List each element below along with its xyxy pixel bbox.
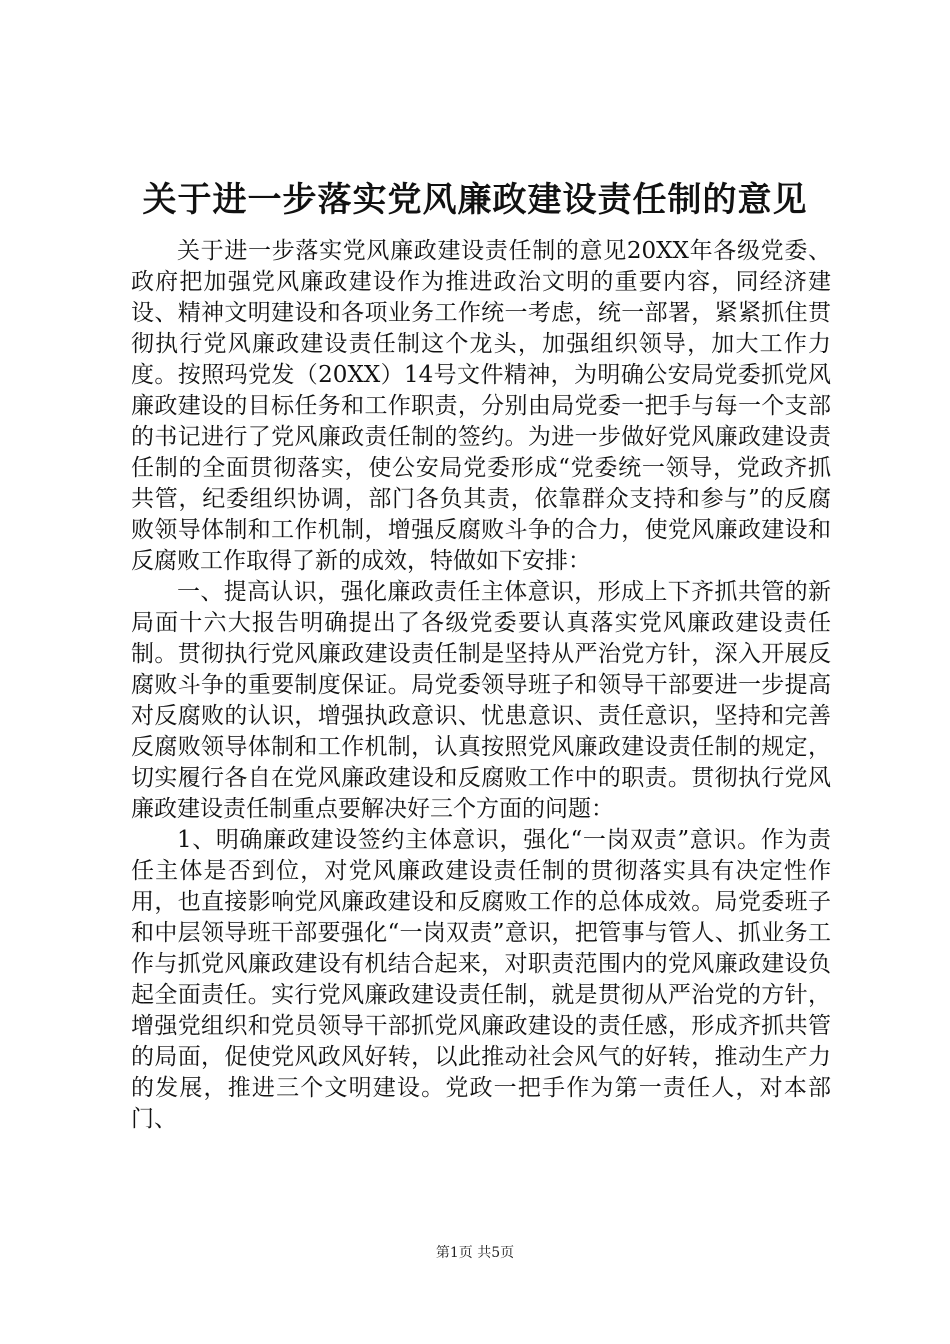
paragraph-intro: 关于进一步落实党风廉政建设责任制的意见20XX年各级党委、政府把加强党风廉政建设作为推进政治文明的重要内容，同经济建设、精神文明建设和各项业务工作统一考虑，统一部署，紧紧抓住贯彻执行党风廉政建设责任制这个龙头，加强组织领导，加大工作力度。按照玛党发（20XX）14号文件精神，为明确公安局党委抓党风廉政建设的目标任务和工作职责，分别由局党委一把手与每一个支部的书记进行了党风廉政责任制的签约。为进一步做好党风廉政建设责任制的全面贯彻落实，使公安局党委形成“党委统一领导，党政齐抓共管，纪委组织协调，部门各负其责，依靠群众支持和参与”的反腐败领导体制和工作机制，增强反腐败斗争的合力，使党风廉政建设和反腐败工作取得了新的成效，特做如下安排： xyxy=(131,238,831,574)
paragraph-item-one: 1、明确廉政建设签约主体意识，强化“一岗双责”意识。作为责任主体是否到位，对党风廉政建设责任制的贯彻落实具有决定性作用，也直接影响党风廉政建设和反腐败工作的总体成效。局党委班子和中层领导班干部要强化“一岗双责”意识，把管事与管人、抓业务工作与抓党风廉政建设有机结合起来，对职责范围内的党风廉政建设负起全面责任。实行党风廉政建设责任制，就是贯彻从严治党的方针，增强党组织和党员领导干部抓党风廉政建设的责任感，形成齐抓共管的局面，促使党风政风好转，以此推动社会风气的好转，推动生产力的发展，推进三个文明建设。党政一把手作为第一责任人，对本部门、 xyxy=(131,827,831,1132)
paragraph-section-one: 一、提高认识，强化廉政责任主体意识，形成上下齐抓共管的新局面十六大报告明确提出了各级党委要认真落实党风廉政建设责任制。贯彻执行党风廉政建设责任制是坚持从严治党方针，深入开展反腐败斗争的重要制度保证。局党委领导班子和领导干部要进一步提高对反腐败的认识，增强执政意识、忧患意识、责任意识，坚持和完善反腐败领导体制和工作机制，认真按照党风廉政建设责任制的规定，切实履行各自在党风廉政建设和反腐败工作中的职责。贯彻执行党风廉政建设责任制重点要解决好三个方面的问题： xyxy=(131,579,831,822)
page-footer: 第1页 共5页 xyxy=(435,1245,515,1261)
document-title: 关于进一步落实党风廉政建设责任制的意见 xyxy=(142,180,808,220)
document-body xyxy=(131,236,831,1135)
